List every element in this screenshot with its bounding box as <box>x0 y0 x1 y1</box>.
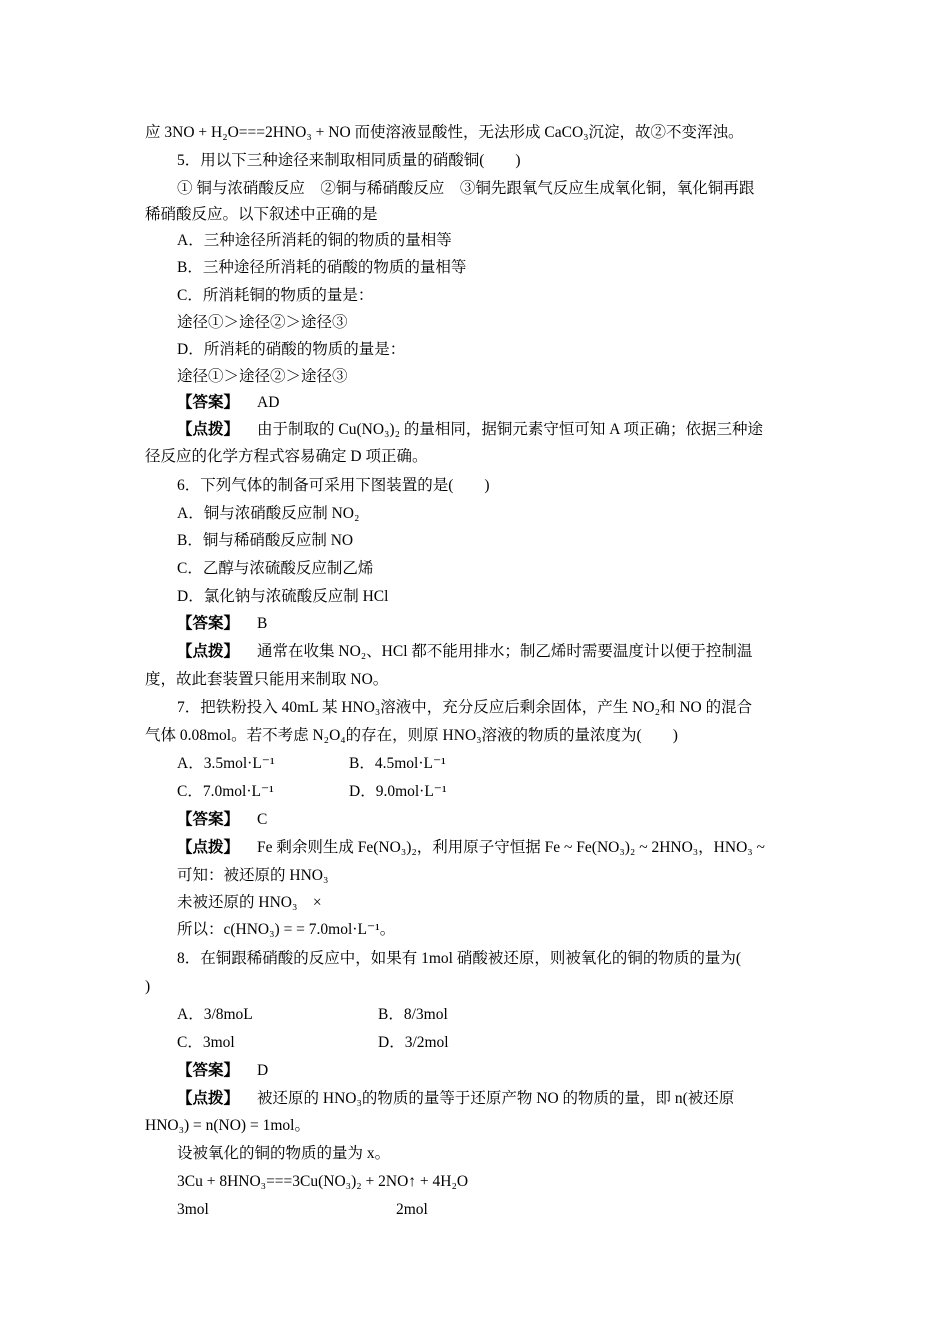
answer-value: B <box>257 615 268 632</box>
question-5-text: ① 铜与浓硝酸反应 ②铜与稀硝酸反应 ③铜先跟氧气反应生成氧化铜，氧化铜再跟 <box>177 180 755 197</box>
explanation-5 <box>177 420 763 440</box>
answer-value: D <box>257 1062 269 1079</box>
option-a: A．铜与浓硝酸反应制 NO₂ <box>177 505 360 522</box>
option-a: A．3.5mol·L⁻¹ <box>177 755 275 772</box>
question-6: 6．下列气体的制备可采用下图装置的是( ) <box>177 477 490 494</box>
explanation-8-cont: HNO₃) = n(NO) = 1mol。 <box>145 1117 310 1134</box>
option-d-detail: 途径①＞途径②＞途径③ <box>177 368 348 385</box>
answer-value: C <box>257 811 268 828</box>
option-d: D．9.0mol·L⁻¹ <box>349 783 447 800</box>
option-d: D．氯化钠与浓硫酸反应制 HCl <box>177 588 389 605</box>
explanation-text: 由于制取的 Cu(NO₃)₂ 的量相同，据铜元素守恒可知 A 项正确；依据三种途 <box>257 421 763 438</box>
answer-7 <box>177 810 267 830</box>
question-8-text: ) <box>145 978 151 995</box>
chemical-equation: 3Cu + 8HNO₃===3Cu(NO₃)₂ + 2NO↑ + 4H₂O <box>177 1173 469 1190</box>
option-c: C．乙醇与浓硫酸反应制乙烯 <box>177 560 374 577</box>
explanation-8 <box>177 1089 734 1109</box>
answer-label: 【答案】 <box>177 394 240 411</box>
explanation-label: 【点拨】 <box>177 643 240 660</box>
option-c: C．3mol <box>177 1034 235 1051</box>
answer-label: 【答案】 <box>177 615 240 632</box>
option-c: C．7.0mol·L⁻¹ <box>177 783 274 800</box>
option-d: D．3/2mol <box>378 1034 449 1051</box>
option-b: B．4.5mol·L⁻¹ <box>349 755 446 772</box>
equation-quantity: 3mol <box>177 1201 209 1218</box>
option-c-detail: 途径①＞途径②＞途径③ <box>177 314 348 331</box>
answer-6 <box>177 614 267 634</box>
explanation-5-cont: 径反应的化学方程式容易确定 D 项正确。 <box>145 448 428 465</box>
option-a: A．3/8moL <box>177 1006 253 1023</box>
text-line: 应 3NO + H₂O===2HNO₃ + NO 而使溶液显酸性，无法形成 CaCO₃沉淀，故②不变浑浊。 <box>145 124 744 141</box>
question-5: 5．用以下三种途径来制取相同质量的硝酸铜( ) <box>177 152 521 169</box>
explanation-text: Fe 剩余则生成 Fe(NO₃)₂，利用原子守恒据 Fe ~ Fe(NO₃)₂ ~ 2HNO₃，HNO₃ ~ <box>257 839 765 856</box>
explanation-label: 【点拨】 <box>177 839 240 856</box>
answer-5 <box>177 393 279 413</box>
explanation-6 <box>177 642 752 662</box>
answer-8 <box>177 1061 268 1081</box>
explanation-7-line: 可知：被还原的 HNO₃ <box>177 867 329 884</box>
option-b: B．铜与稀硝酸反应制 NO <box>177 532 354 549</box>
question-7-text: 气体 0.08mol。若不考虑 N₂O₄的存在，则原 HNO₃溶液的物质的量浓度为( ) <box>145 727 678 744</box>
explanation-label: 【点拨】 <box>177 1090 240 1107</box>
explanation-7-line: 所以：c(HNO₃) = = 7.0mol·L⁻¹。 <box>177 921 396 938</box>
answer-label: 【答案】 <box>177 1062 240 1079</box>
explanation-label: 【点拨】 <box>177 421 240 438</box>
question-8: 8．在铜跟稀硝酸的反应中，如果有 1mol 硝酸被还原，则被氧化的铜的物质的量为( <box>177 950 742 967</box>
option-b: B．三种途径所消耗的硝酸的物质的量相等 <box>177 259 467 276</box>
explanation-7 <box>177 838 765 858</box>
option-b: B．8/3mol <box>378 1006 448 1023</box>
equation-quantity: 2mol <box>396 1201 428 1218</box>
question-5-text: 稀硝酸反应。以下叙述中正确的是 <box>145 206 378 223</box>
option-a: A．三种途径所消耗的铜的物质的量相等 <box>177 232 452 249</box>
answer-value: AD <box>257 394 280 411</box>
explanation-text: 被还原的 HNO₃的物质的量等于还原产物 NO 的物质的量，即 n(被还原 <box>257 1090 735 1107</box>
explanation-7-line: 未被还原的 HNO₃ × <box>177 894 322 911</box>
answer-label: 【答案】 <box>177 811 240 828</box>
explanation-8-line: 设被氧化的铜的物质的量为 x。 <box>177 1145 391 1162</box>
option-c: C．所消耗铜的物质的量是： <box>177 287 374 304</box>
explanation-text: 通常在收集 NO₂、HCl 都不能用排水；制乙烯时需要温度计以便于控制温 <box>257 643 753 660</box>
question-7: 7．把铁粉投入 40mL 某 HNO₃溶液中，充分反应后剩余固体，产生 NO₂和 NO 的混合 <box>177 699 753 716</box>
explanation-6-cont: 度，故此套装置只能用来制取 NO。 <box>145 671 389 688</box>
option-d: D．所消耗的硝酸的物质的量是： <box>177 341 406 358</box>
